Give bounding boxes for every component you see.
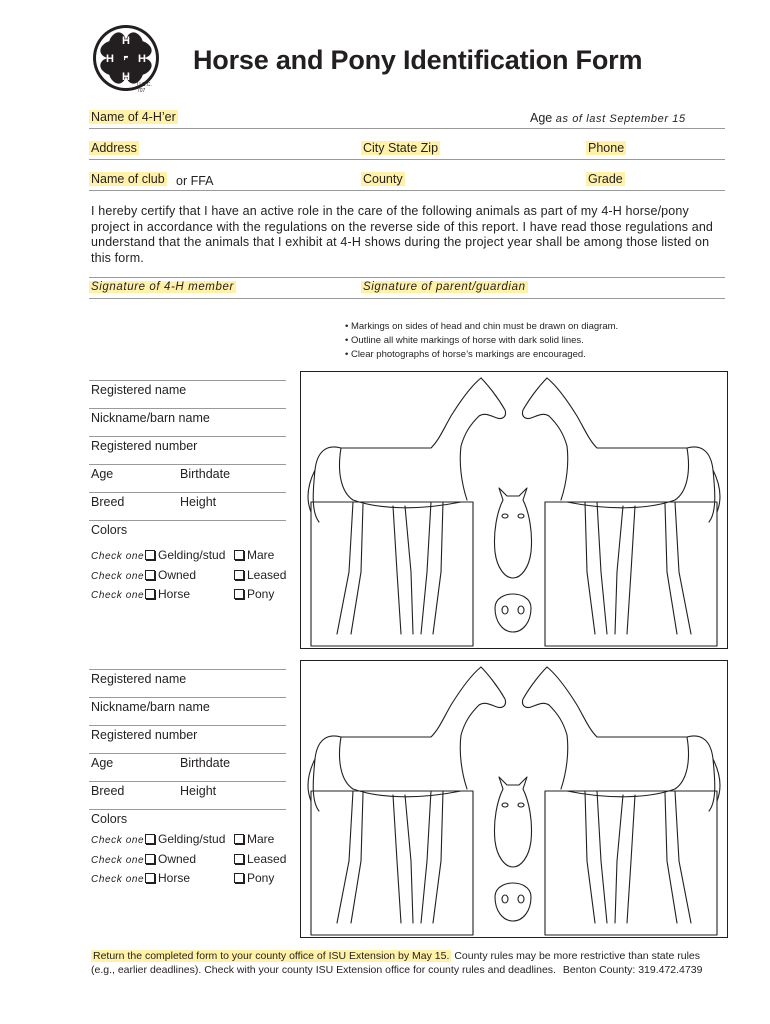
parent-signature-label: Signature of parent/guardian — [363, 281, 526, 293]
age-label: Age — [91, 467, 114, 481]
birthdate-label: Birthdate — [180, 756, 231, 770]
breed-line[interactable] — [89, 520, 286, 521]
option-label: Pony — [247, 871, 275, 885]
signature-top-line — [89, 277, 725, 278]
phone-label: Phone — [588, 141, 625, 155]
check-one-label: Check one — [91, 874, 145, 885]
option-label: Mare — [247, 832, 275, 846]
address-label: Address — [91, 141, 137, 155]
svg-text:H: H — [122, 35, 130, 47]
registered-name-label: Registered name — [91, 383, 187, 397]
checkbox[interactable] — [234, 550, 244, 560]
pony-option[interactable] — [234, 871, 274, 885]
check-row-type — [91, 871, 274, 885]
age-line[interactable] — [89, 492, 286, 493]
instructions-list — [345, 320, 618, 362]
checkbox[interactable] — [145, 834, 155, 844]
registered-name-label: Registered name — [91, 672, 187, 686]
check-one-label: Check one — [91, 551, 145, 562]
check-row-ownership — [91, 852, 286, 866]
signature-line[interactable] — [89, 298, 725, 299]
logo-trademark: U.S.C. 707 — [137, 82, 152, 94]
registered-number-label: Registered number — [91, 728, 198, 742]
check-row-sex — [91, 548, 274, 562]
club-label: Name of club — [91, 172, 165, 186]
colors-label: Colors — [91, 523, 128, 537]
horse-option[interactable] — [145, 587, 234, 601]
age-note: as of last September 15 — [555, 113, 686, 125]
option-label: Leased — [247, 852, 287, 866]
horse-outline-icon — [301, 661, 727, 937]
age-label: Age — [91, 756, 114, 770]
horse-markings-diagram[interactable] — [300, 371, 728, 649]
nickname-line[interactable] — [89, 436, 286, 437]
page-title: Horse and Pony Identification Form — [193, 45, 643, 75]
address-line[interactable] — [89, 159, 725, 160]
owned-option[interactable] — [145, 852, 234, 866]
footer-check: (e.g., earlier deadlines). Check with your county ISU Extension office for county rules and deadlines. — [91, 963, 556, 976]
registered-number-label: Registered number — [91, 439, 198, 453]
registered-number-line[interactable] — [89, 753, 286, 754]
nickname-line[interactable] — [89, 725, 286, 726]
checkbox[interactable] — [145, 589, 155, 599]
check-one-label: Check one — [91, 855, 145, 866]
height-label: Height — [180, 495, 217, 509]
footer-line-2 — [91, 964, 731, 978]
name-label: Name of 4-H’er — [91, 110, 176, 124]
checkbox[interactable] — [145, 570, 155, 580]
rule — [89, 669, 286, 670]
instruction-item: • Outline all white markings of horse with dark solid lines. — [345, 335, 584, 346]
mare-option[interactable] — [234, 548, 274, 562]
nickname-label: Nickname/barn name — [91, 411, 210, 425]
checkbox[interactable] — [234, 570, 244, 580]
checkbox[interactable] — [234, 589, 244, 599]
birthdate-label: Birthdate — [180, 467, 231, 481]
check-one-label: Check one — [91, 590, 145, 601]
pony-option[interactable] — [234, 587, 274, 601]
registered-number-line[interactable] — [89, 464, 286, 465]
gelding-stud-option[interactable] — [145, 548, 234, 562]
name-line[interactable] — [89, 128, 725, 129]
gelding-stud-option[interactable] — [145, 832, 234, 846]
option-label: Owned — [158, 568, 197, 582]
footer-line-1 — [91, 950, 731, 964]
city-state-zip-label: City State Zip — [363, 141, 439, 155]
instruction-item: • Markings on sides of head and chin must be drawn on diagram. — [345, 321, 619, 332]
checkbox[interactable] — [234, 854, 244, 864]
county-contact: Benton County: 319.472.4739 — [562, 963, 703, 976]
svg-text:H: H — [106, 53, 114, 65]
checkbox[interactable] — [234, 834, 244, 844]
club-line[interactable] — [89, 190, 725, 191]
horse-option[interactable] — [145, 871, 234, 885]
option-label: Gelding/stud — [158, 548, 226, 562]
checkbox[interactable] — [145, 873, 155, 883]
breed-label: Breed — [91, 784, 125, 798]
member-signature-label: Signature of 4-H member — [91, 281, 234, 293]
option-label: Pony — [247, 587, 275, 601]
breed-line[interactable] — [89, 809, 286, 810]
option-label: Owned — [158, 852, 197, 866]
check-row-sex — [91, 832, 274, 846]
grade-label: Grade — [588, 172, 623, 186]
option-label: Horse — [158, 587, 191, 601]
registered-name-line[interactable] — [89, 408, 286, 409]
svg-text:H: H — [138, 53, 146, 65]
option-label: Mare — [247, 548, 275, 562]
horse-markings-diagram[interactable] — [300, 660, 728, 938]
check-one-label: Check one — [91, 835, 145, 846]
option-label: Gelding/stud — [158, 832, 226, 846]
horse-outline-icon — [301, 372, 727, 648]
mare-option[interactable] — [234, 832, 274, 846]
owned-option[interactable] — [145, 568, 234, 582]
check-row-type — [91, 587, 274, 601]
footer-rules: County rules may be more restrictive than state rules — [451, 950, 701, 962]
4h-clover-logo — [91, 22, 161, 94]
checkbox[interactable] — [145, 550, 155, 560]
certification-text: I hereby certify that I have an active role in the care of the following animals as part of my 4-H horse/pony project in accordance with the regulations on the reverse side of this report. I have read those regulations and understand that the animals that I exhibit at 4-H shows during the project year shall be among those listed on this form. — [91, 204, 714, 265]
instruction-item: • Clear photographs of horse’s markings are encouraged. — [345, 349, 586, 360]
check-one-label: Check one — [91, 571, 145, 582]
checkbox[interactable] — [234, 873, 244, 883]
breed-label: Breed — [91, 495, 125, 509]
footer-deadline: Return the completed form to your county office of ISU Extension by May 15. — [93, 950, 450, 962]
or-ffa-label: or FFA — [176, 174, 214, 188]
nickname-label: Nickname/barn name — [91, 700, 210, 714]
footer-note — [91, 950, 731, 977]
height-label: Height — [180, 784, 217, 798]
age-line[interactable] — [89, 781, 286, 782]
county-label: County — [363, 172, 403, 186]
registered-name-line[interactable] — [89, 697, 286, 698]
option-label: Horse — [158, 871, 191, 885]
age-text: Age — [530, 111, 553, 125]
check-row-ownership — [91, 568, 286, 582]
age-label — [530, 111, 686, 125]
checkbox[interactable] — [145, 854, 155, 864]
leased-option[interactable] — [234, 852, 286, 866]
colors-label: Colors — [91, 812, 128, 826]
rule — [89, 380, 286, 381]
svg-text:H: H — [122, 71, 130, 83]
leased-option[interactable] — [234, 568, 286, 582]
option-label: Leased — [247, 568, 287, 582]
